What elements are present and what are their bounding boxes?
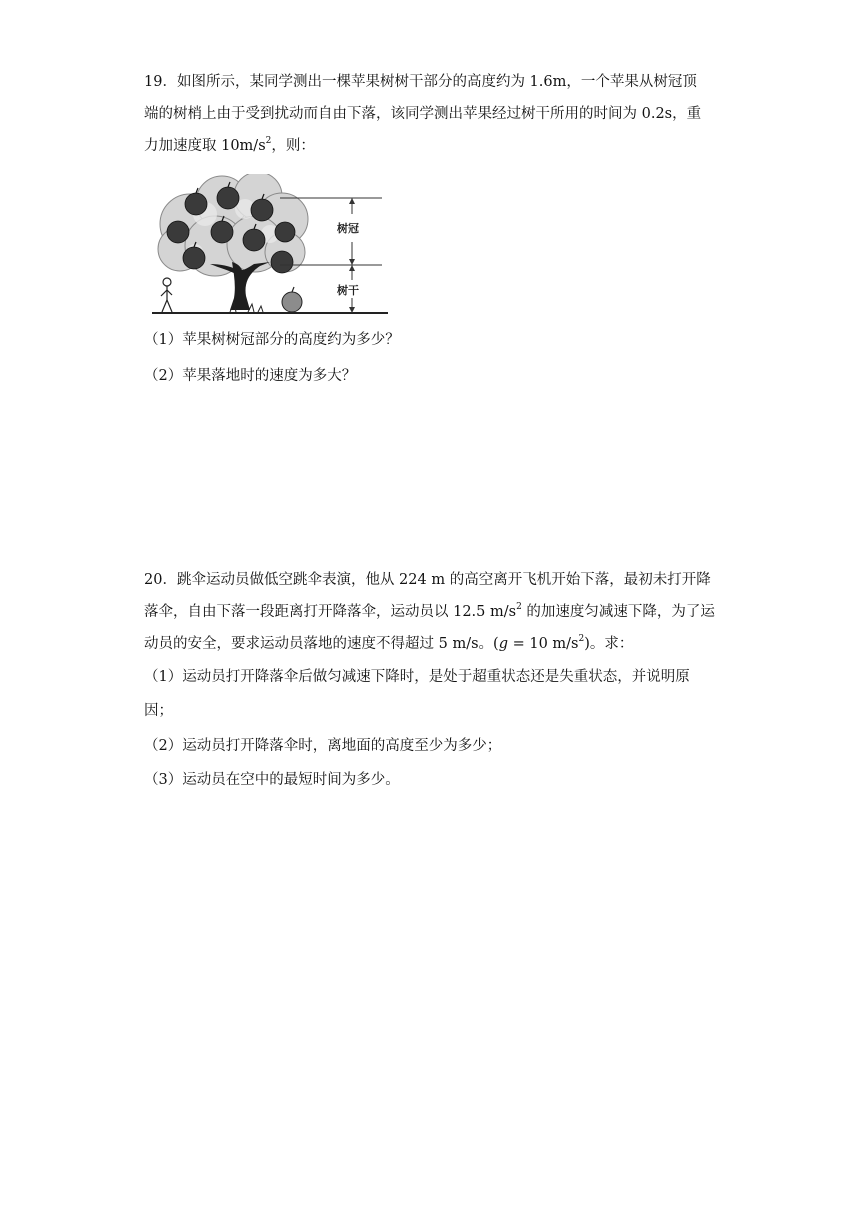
q20-subquestion-2: （2）运动员打开降落伞时，离地面的高度至少为多少； (144, 738, 502, 754)
q20-subquestion-1-line-1: （1）运动员打开降落伞后做匀减速下降时，是处于超重状态还是失重状态，并说明原 (144, 669, 690, 685)
q19-line-2: 端的树梢上由于受到扰动而自由下落，该同学测出苹果经过树干所用的时间为 0.2s，重 (144, 106, 702, 122)
q19-line-3: 力加速度取 $10m/s^2$，则： (144, 136, 315, 154)
q19-subquestion-2: （2）苹果落地时的速度为多大？ (144, 368, 357, 384)
q19-subquestion-1: （1）苹果树树冠部分的高度约为多少？ (144, 332, 400, 348)
apple-tree-figure (150, 174, 390, 324)
question-19 (144, 66, 720, 162)
q20-subquestion-1-line-2: 因； (144, 703, 173, 719)
q20-line-1: 20．跳伞运动员做低空跳伞表演，他从 224 m 的高空离开飞机开始下落，最初未打开降 (144, 572, 711, 588)
q20-line-3: 动员的安全，要求运动员落地的速度不得超过 5 m/s。(g = 10 $m/s^2$)。求： (144, 634, 634, 652)
q19-line-1: 19．如图所示，某同学测出一棵苹果树树干部分的高度约为 1.6m，一个苹果从树冠顶 (144, 74, 697, 90)
trunk-label: 树干 (337, 284, 359, 297)
apple-tree-illustration (150, 174, 390, 324)
q20-subquestion-3: （3）运动员在空中的最短时间为多少。 (144, 772, 400, 788)
question-20 (144, 564, 720, 660)
crown-label: 树冠 (337, 222, 359, 235)
q20-line-2: 落伞，自由下落一段距离打开降落伞，运动员以 12.5 $m/s^2$ 的加速度匀减速下降，为了运 (144, 602, 715, 620)
